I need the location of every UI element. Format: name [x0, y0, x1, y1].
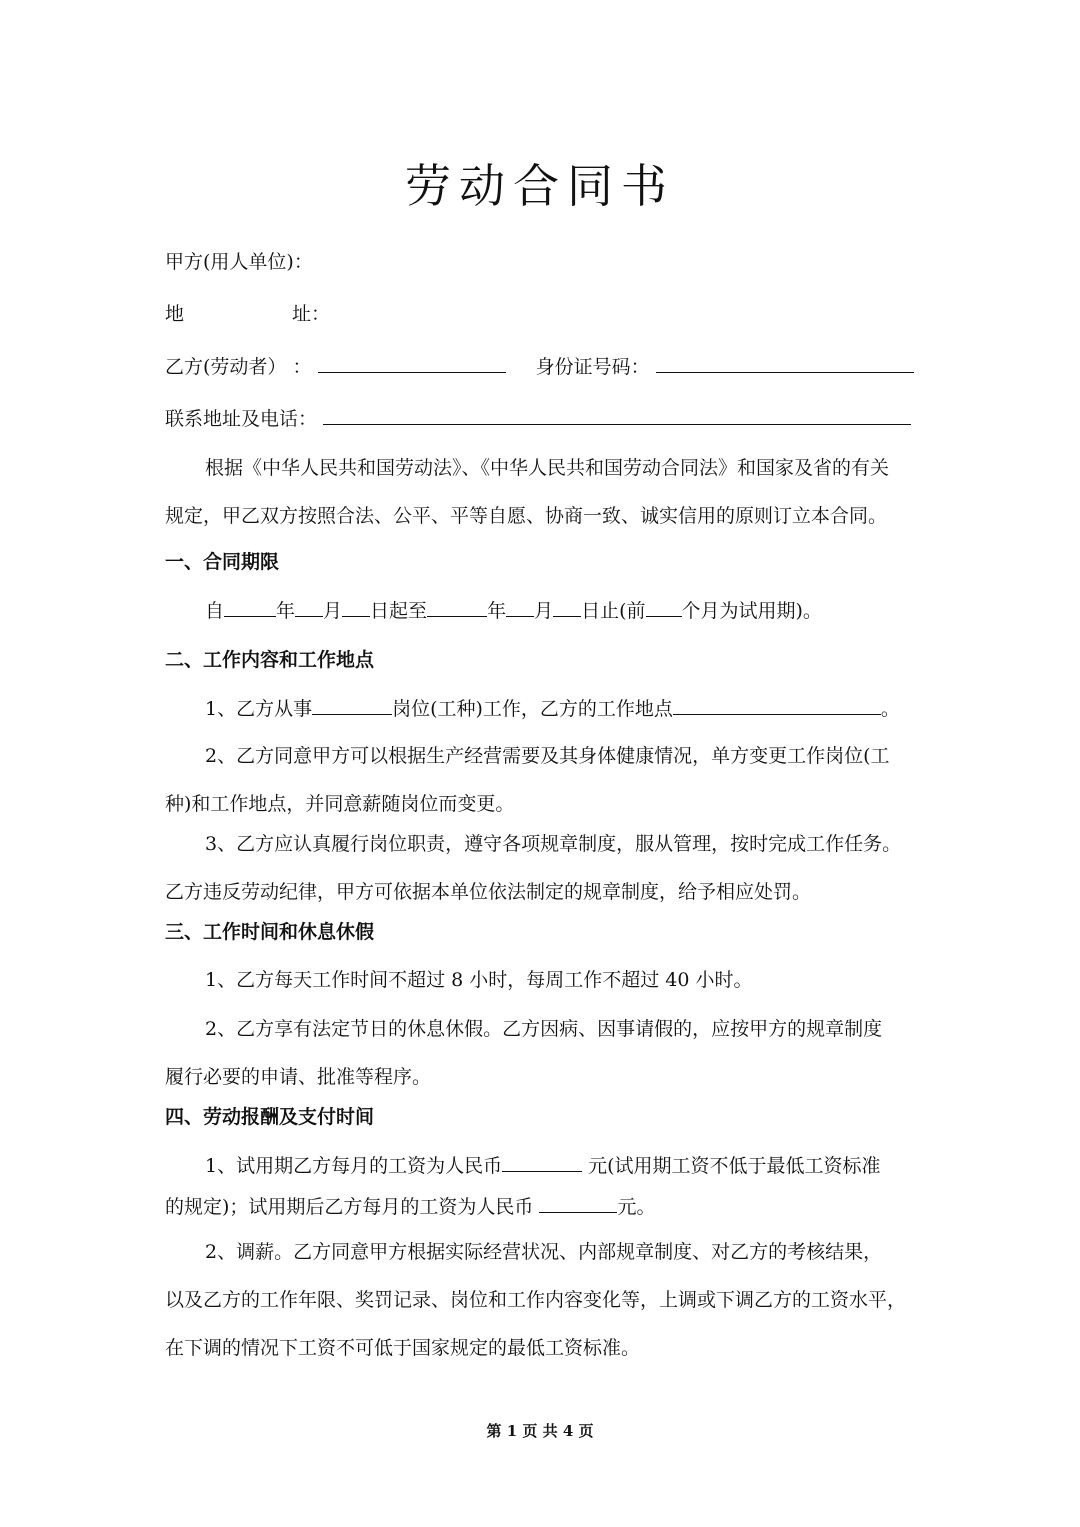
probation-salary-blank[interactable] — [502, 1153, 582, 1172]
start-day-blank[interactable] — [342, 598, 370, 617]
party-b-line — [165, 354, 914, 379]
probation-months-blank[interactable] — [646, 598, 682, 617]
address-line — [165, 302, 330, 326]
term-text-end: 日止(前 — [581, 600, 646, 622]
term-text-from: 自 — [205, 600, 225, 622]
id-number-label: 身份证号码： — [535, 356, 650, 378]
intro-paragraph — [165, 444, 917, 540]
sec2-item-2 — [165, 732, 917, 828]
work-location-blank[interactable] — [673, 696, 881, 715]
sec2-item-1-text-c: 。 — [880, 698, 900, 720]
sec2-item-1-text-b: 岗位(工种)工作，乙方的工作地点 — [392, 698, 673, 720]
term-text-month-2: 月 — [534, 600, 554, 622]
section-2-heading: 二、工作内容和工作地点 — [165, 649, 375, 671]
page-number-footer: 第 1 页 共 4 页 — [486, 1422, 594, 1440]
sec4-item-2 — [165, 1228, 917, 1372]
party-b-name-blank[interactable] — [318, 354, 506, 373]
sec4-item-1-text-d: 元。 — [617, 1196, 656, 1218]
sec2-item-3-line-2: 乙方违反劳动纪律，甲方可依据本单位依法制定的规章制度，给予相应处罚。 — [165, 881, 812, 903]
contact-line — [165, 406, 911, 431]
sec2-item-2-line-1: 2、乙方同意甲方可以根据生产经营需要及其身体健康情况，单方变更工作岗位(工 — [205, 745, 890, 767]
document-title: 劳动合同书 — [405, 159, 675, 213]
regular-salary-blank[interactable] — [539, 1194, 617, 1213]
term-text-year-2: 年 — [487, 600, 507, 622]
start-month-blank[interactable] — [295, 598, 323, 617]
sec3-item-2-line-2: 履行必要的申请、批准等程序。 — [165, 1066, 432, 1088]
sec2-item-2-line-2: 种)和工作地点，并同意薪随岗位而变更。 — [165, 793, 515, 815]
sec4-item-1-line-1 — [205, 1153, 881, 1178]
end-day-blank[interactable] — [553, 598, 581, 617]
term-text-probation: 个月为试用期)。 — [681, 600, 822, 622]
section-4-heading: 四、劳动报酬及支付时间 — [165, 1106, 375, 1128]
party-b-label: 乙方(劳动者） ： — [165, 356, 312, 378]
sec4-item-2-line-2: 以及乙方的工作年限、奖罚记录、岗位和工作内容变化等，上调或下调乙方的工资水平， — [165, 1289, 907, 1311]
start-year-blank[interactable] — [224, 598, 276, 617]
sec4-item-1-text-c: 的规定)；试用期后乙方每月的工资为人民币 — [165, 1196, 540, 1218]
party-a-line — [165, 250, 313, 274]
end-year-blank[interactable] — [427, 598, 487, 617]
sec2-item-3-line-1: 3、乙方应认真履行岗位职责，遵守各项规章制度，服从管理，按时完成工作任务。 — [205, 833, 902, 855]
term-text-month: 月 — [323, 600, 343, 622]
term-text-until: 日起至 — [370, 600, 428, 622]
sec2-item-3 — [165, 820, 917, 916]
sec4-item-1-text-b: 元(试用期工资不低于最低工资标准 — [582, 1155, 881, 1177]
term-text-year: 年 — [276, 600, 296, 622]
sec4-item-2-line-1: 2、调薪。乙方同意甲方根据实际经营状况、内部规章制度、对乙方的考核结果， — [205, 1241, 883, 1263]
section-1-heading: 一、合同期限 — [165, 551, 280, 573]
position-blank[interactable] — [312, 696, 392, 715]
sec4-item-2-line-3: 在下调的情况下工资不可低于国家规定的最低工资标准。 — [165, 1337, 641, 1359]
address-label-b: 址： — [292, 303, 331, 325]
sec3-item-1: 1、乙方每天工作时间不超过 8 小时，每周工作不超过 40 小时。 — [205, 969, 753, 991]
sec3-item-2 — [165, 1005, 917, 1101]
end-month-blank[interactable] — [506, 598, 534, 617]
contact-label: 联系地址及电话： — [165, 408, 318, 430]
section-3-heading: 三、工作时间和休息休假 — [165, 921, 375, 943]
contract-term-line — [205, 598, 822, 623]
sec4-item-1-text-a: 1、试用期乙方每月的工资为人民币 — [205, 1155, 503, 1177]
sec2-item-1 — [205, 696, 900, 721]
party-a-label: 甲方(用人单位)： — [165, 251, 313, 273]
sec4-item-1-line-2 — [165, 1194, 655, 1219]
intro-line-2: 规定，甲乙双方按照合法、公平、平等自愿、协商一致、诚实信用的原则订立本合同。 — [165, 505, 888, 527]
sec3-item-2-line-1: 2、乙方享有法定节日的休息休假。乙方因病、因事请假的，应按甲方的规章制度 — [205, 1018, 883, 1040]
sec2-item-1-text-a: 1、乙方从事 — [205, 698, 313, 720]
contact-blank[interactable] — [323, 406, 911, 425]
id-number-blank[interactable] — [656, 354, 914, 373]
address-label-a: 地 — [165, 303, 185, 325]
intro-line-1: 根据《中华人民共和国劳动法》、《中华人民共和国劳动合同法》和国家及省的有关 — [205, 457, 890, 479]
